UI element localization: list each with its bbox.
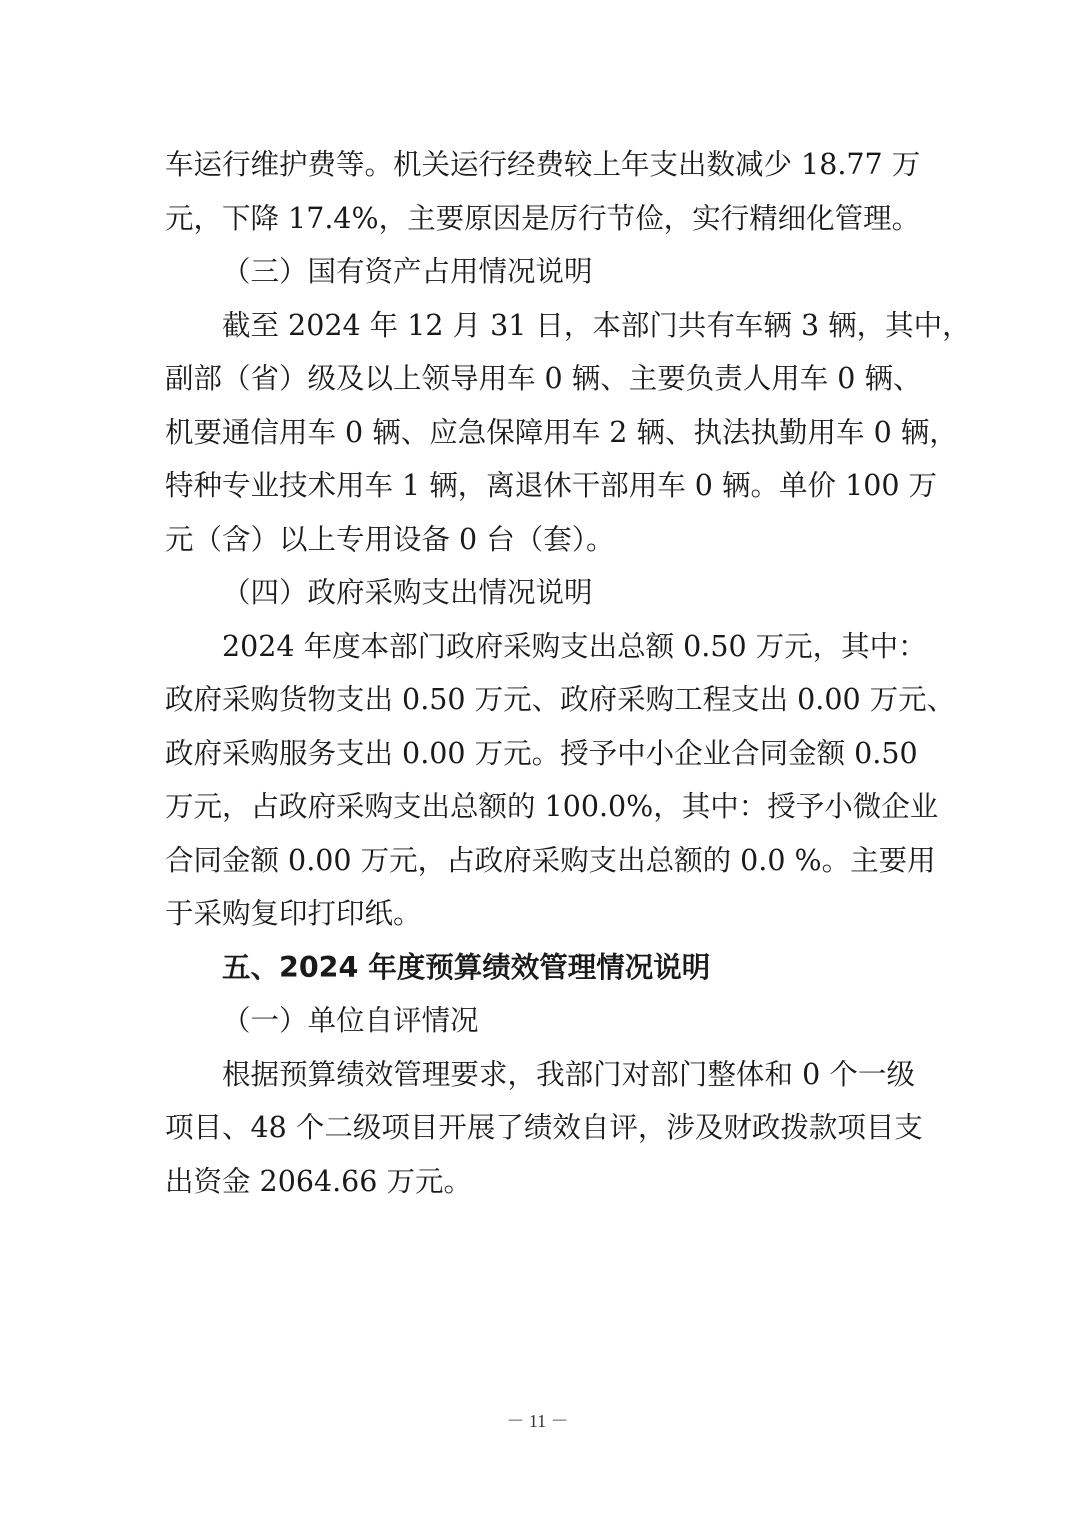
paragraph-line: 万元，占政府采购支出总额的 100.0%，其中：授予小微企业	[165, 790, 939, 823]
page-number: － 11 －	[506, 1411, 569, 1431]
section-heading-self-evaluation: （一）单位自评情况	[222, 1004, 479, 1037]
paragraph-line: 项目、48 个二级项目开展了绩效自评，涉及财政拨款项目支	[165, 1111, 923, 1144]
paragraph-line: 根据预算绩效管理要求，我部门对部门整体和 0 个一级	[222, 1057, 915, 1091]
section-heading-performance: 五、2024 年度预算绩效管理情况说明	[222, 950, 711, 984]
section-heading-state-assets: （三）国有资产占用情况说明	[222, 255, 593, 288]
paragraph-line: 政府采购货物支出 0.50 万元、政府采购工程支出 0.00 万元、	[165, 683, 956, 716]
paragraph-line: 机要通信用车 0 辆、应急保障用车 2 辆、执法执勤用车 0 辆，	[165, 415, 958, 449]
section-heading-procurement: （四）政府采购支出情况说明	[222, 576, 593, 609]
paragraph-line: 车运行维护费等。机关运行经费较上年支出数减少 18.77 万	[165, 148, 921, 181]
paragraph-line: 截至 2024 年 12 月 31 日，本部门共有车辆 3 辆，其中，	[222, 308, 971, 342]
paragraph-line: 出资金 2064.66 万元。	[165, 1164, 472, 1198]
paragraph-line: 于采购复印打印纸。	[165, 897, 422, 930]
paragraph-line: 政府采购服务支出 0.00 万元。授予中小企业合同金额 0.50	[165, 736, 918, 770]
paragraph-line: 副部（省）级及以上领导用车 0 辆、主要负责人用车 0 辆、	[165, 362, 922, 395]
paragraph-line: 元，下降 17.4%，主要原因是厉行节俭，实行精细化管理。	[165, 201, 921, 235]
paragraph-line: 2024 年度本部门政府采购支出总额 0.50 万元，其中：	[222, 629, 927, 663]
paragraph-line: 特种专业技术用车 1 辆，离退休干部用车 0 辆。单价 100 万	[165, 469, 938, 502]
paragraph-line: 合同金额 0.00 万元，占政府采购支出总额的 0.0 %。主要用	[165, 843, 936, 877]
body-text	[165, 138, 971, 1208]
paragraph-line: 元（含）以上专用设备 0 台（套）。	[165, 522, 615, 556]
